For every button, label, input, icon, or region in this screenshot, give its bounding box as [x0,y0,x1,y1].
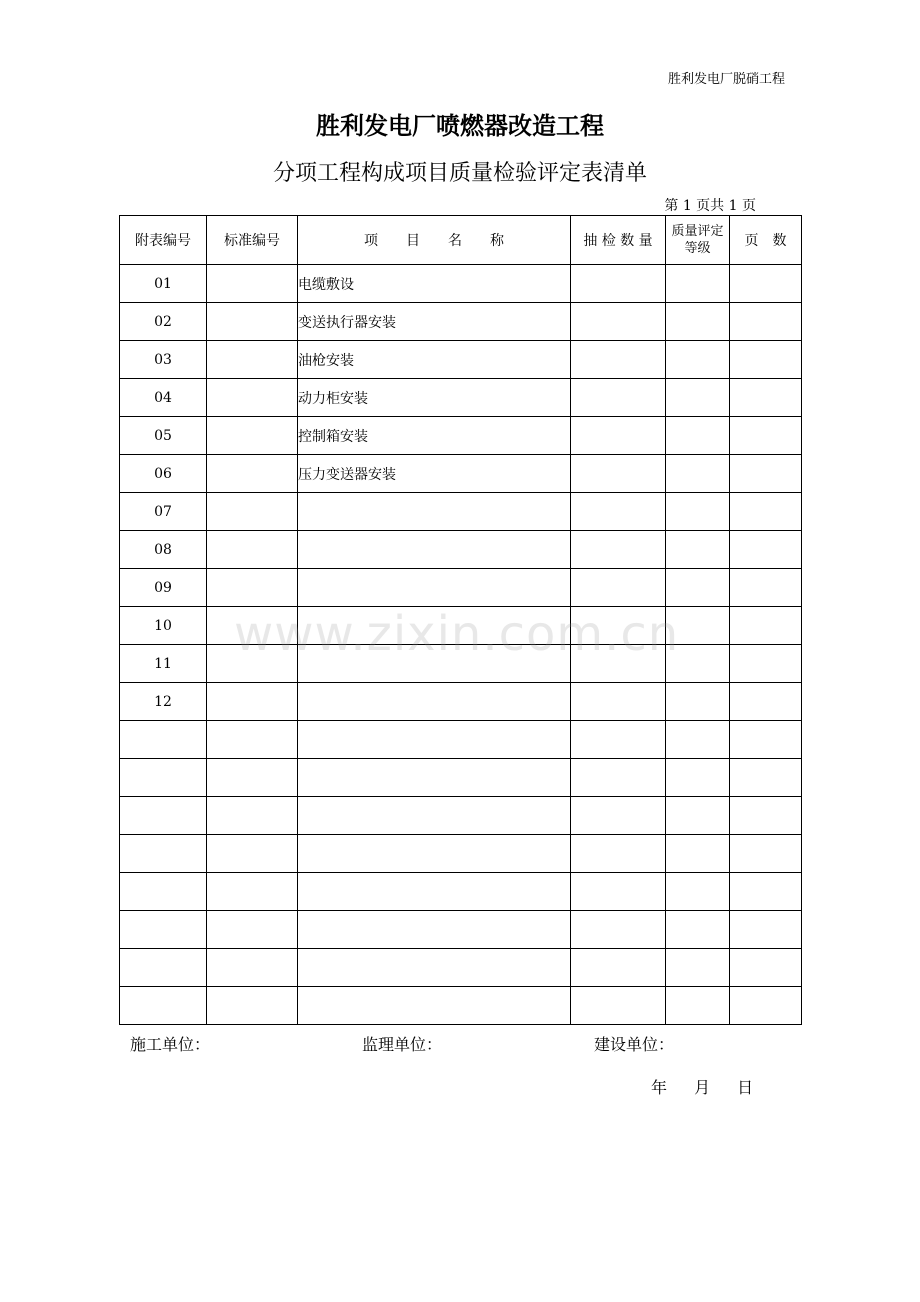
table-row [120,265,802,303]
standard-no-cell [207,949,298,987]
item-name-cell [298,493,571,531]
standard-no-cell [207,721,298,759]
standard-no-cell [207,607,298,645]
sample-qty-cell [571,949,666,987]
owner-unit-label: 建设单位： [594,1035,675,1054]
appendix-no-cell [120,759,207,797]
quality-grade-cell [666,379,730,417]
pages-cell [730,835,802,873]
table-row [120,797,802,835]
item-name-cell: 动力柜安装 [298,379,571,417]
pages-cell [730,531,802,569]
standard-no-cell [207,379,298,417]
quality-grade-cell [666,721,730,759]
quality-grade-cell [666,531,730,569]
appendix-no-cell [120,911,207,949]
watermark: www.zixin.com.cn [234,606,680,662]
item-name-cell [298,835,571,873]
table-row [120,721,802,759]
pages-cell [730,721,802,759]
item-name-cell: 变送执行器安装 [298,303,571,341]
item-name-cell [298,911,571,949]
quality-grade-cell [666,417,730,455]
sample-qty-cell [571,683,666,721]
appendix-no-cell: 06 [120,455,207,493]
sample-qty-cell [571,417,666,455]
sample-qty-cell [571,341,666,379]
sample-qty-cell [571,455,666,493]
item-name-cell [298,645,571,683]
pages-cell [730,987,802,1025]
appendix-no-cell: 07 [120,493,207,531]
sample-qty-cell [571,987,666,1025]
table-header-row [120,216,802,265]
standard-no-cell [207,493,298,531]
construction-unit-label: 施工单位： [130,1035,211,1054]
item-name-cell: 电缆敷设 [298,265,571,303]
appendix-no-cell: 03 [120,341,207,379]
appendix-no-cell: 08 [120,531,207,569]
appendix-no-cell [120,797,207,835]
col-header-standard-no: 标准编号 [207,216,298,265]
quality-grade-cell [666,797,730,835]
table-body [120,265,802,1025]
standard-no-cell [207,645,298,683]
col-header-appendix-no: 附表编号 [120,216,207,265]
item-name-cell [298,759,571,797]
supervision-unit-label: 监理单位： [362,1035,443,1054]
item-name-cell [298,949,571,987]
quality-grade-cell [666,455,730,493]
pages-cell [730,265,802,303]
pages-cell [730,645,802,683]
sample-qty-cell [571,835,666,873]
sample-qty-cell [571,493,666,531]
item-name-cell [298,607,571,645]
quality-grade-cell [666,683,730,721]
appendix-no-cell [120,873,207,911]
item-name-cell [298,721,571,759]
table-row [120,987,802,1025]
item-name-cell [298,683,571,721]
table-row [120,341,802,379]
table-row [120,455,802,493]
appendix-no-cell: 02 [120,303,207,341]
table-row [120,873,802,911]
sample-qty-cell [571,569,666,607]
sample-qty-cell [571,379,666,417]
pages-cell [730,949,802,987]
appendix-no-cell: 11 [120,645,207,683]
quality-grade-cell [666,759,730,797]
pages-cell [730,341,802,379]
pages-cell [730,379,802,417]
col-header-sample-qty: 抽 检 数 量 [571,216,666,265]
date-line: 年 月 日 [651,1078,754,1097]
table-row [120,531,802,569]
table-row [120,911,802,949]
appendix-no-cell [120,835,207,873]
table-row [120,493,802,531]
sample-qty-cell [571,873,666,911]
pages-cell [730,303,802,341]
sample-qty-cell [571,303,666,341]
standard-no-cell [207,835,298,873]
appendix-no-cell: 01 [120,265,207,303]
sample-qty-cell [571,911,666,949]
appendix-no-cell: 04 [120,379,207,417]
item-name-cell [298,987,571,1025]
col-header-quality-grade: 质量评定等级 [666,216,730,265]
standard-no-cell [207,569,298,607]
appendix-no-cell: 05 [120,417,207,455]
item-name-cell: 压力变送器安装 [298,455,571,493]
sample-qty-cell [571,531,666,569]
appendix-no-cell: 10 [120,607,207,645]
quality-grade-cell [666,265,730,303]
appendix-no-cell [120,987,207,1025]
standard-no-cell [207,759,298,797]
item-name-cell [298,797,571,835]
standard-no-cell [207,341,298,379]
table-row [120,379,802,417]
table-row [120,835,802,873]
pages-cell [730,873,802,911]
table-row [120,417,802,455]
appendix-no-cell: 09 [120,569,207,607]
sample-qty-cell [571,759,666,797]
quality-grade-cell [666,911,730,949]
quality-grade-cell [666,873,730,911]
quality-grade-cell [666,569,730,607]
quality-grade-cell [666,949,730,987]
pages-cell [730,455,802,493]
quality-grade-cell [666,835,730,873]
table-row [120,303,802,341]
standard-no-cell [207,987,298,1025]
quality-grade-cell [666,645,730,683]
inspection-list-table [119,215,802,1025]
item-name-cell: 控制箱安装 [298,417,571,455]
sample-qty-cell [571,797,666,835]
appendix-no-cell [120,949,207,987]
quality-grade-cell [666,987,730,1025]
item-name-cell [298,569,571,607]
table-row [120,759,802,797]
sample-qty-cell [571,721,666,759]
item-name-cell: 油枪安装 [298,341,571,379]
table-row [120,949,802,987]
sample-qty-cell [571,607,666,645]
pages-cell [730,797,802,835]
sample-qty-cell [571,265,666,303]
appendix-no-cell [120,721,207,759]
page-info: 第 1 页共 1 页 [664,198,756,214]
quality-grade-cell [666,607,730,645]
appendix-no-cell: 12 [120,683,207,721]
pages-cell [730,493,802,531]
standard-no-cell [207,303,298,341]
pages-cell [730,911,802,949]
col-header-item-name: 项 目 名 称 [298,216,571,265]
table-row [120,683,802,721]
header-project-name: 胜利发电厂脱硝工程 [667,72,785,87]
item-name-cell [298,873,571,911]
standard-no-cell [207,911,298,949]
standard-no-cell [207,417,298,455]
sample-qty-cell [571,645,666,683]
quality-grade-cell [666,493,730,531]
quality-grade-cell [666,341,730,379]
document-title: 胜利发电厂喷燃器改造工程 [316,111,604,140]
pages-cell [730,759,802,797]
pages-cell [730,417,802,455]
pages-cell [730,607,802,645]
pages-cell [730,569,802,607]
document-subtitle: 分项工程构成项目质量检验评定表清单 [272,161,647,186]
table-row [120,569,802,607]
standard-no-cell [207,531,298,569]
standard-no-cell [207,265,298,303]
standard-no-cell [207,797,298,835]
col-header-pages: 页 数 [730,216,802,265]
item-name-cell [298,531,571,569]
pages-cell [730,683,802,721]
quality-grade-cell [666,303,730,341]
standard-no-cell [207,683,298,721]
standard-no-cell [207,873,298,911]
table-row [120,607,802,645]
standard-no-cell [207,455,298,493]
table-row [120,645,802,683]
